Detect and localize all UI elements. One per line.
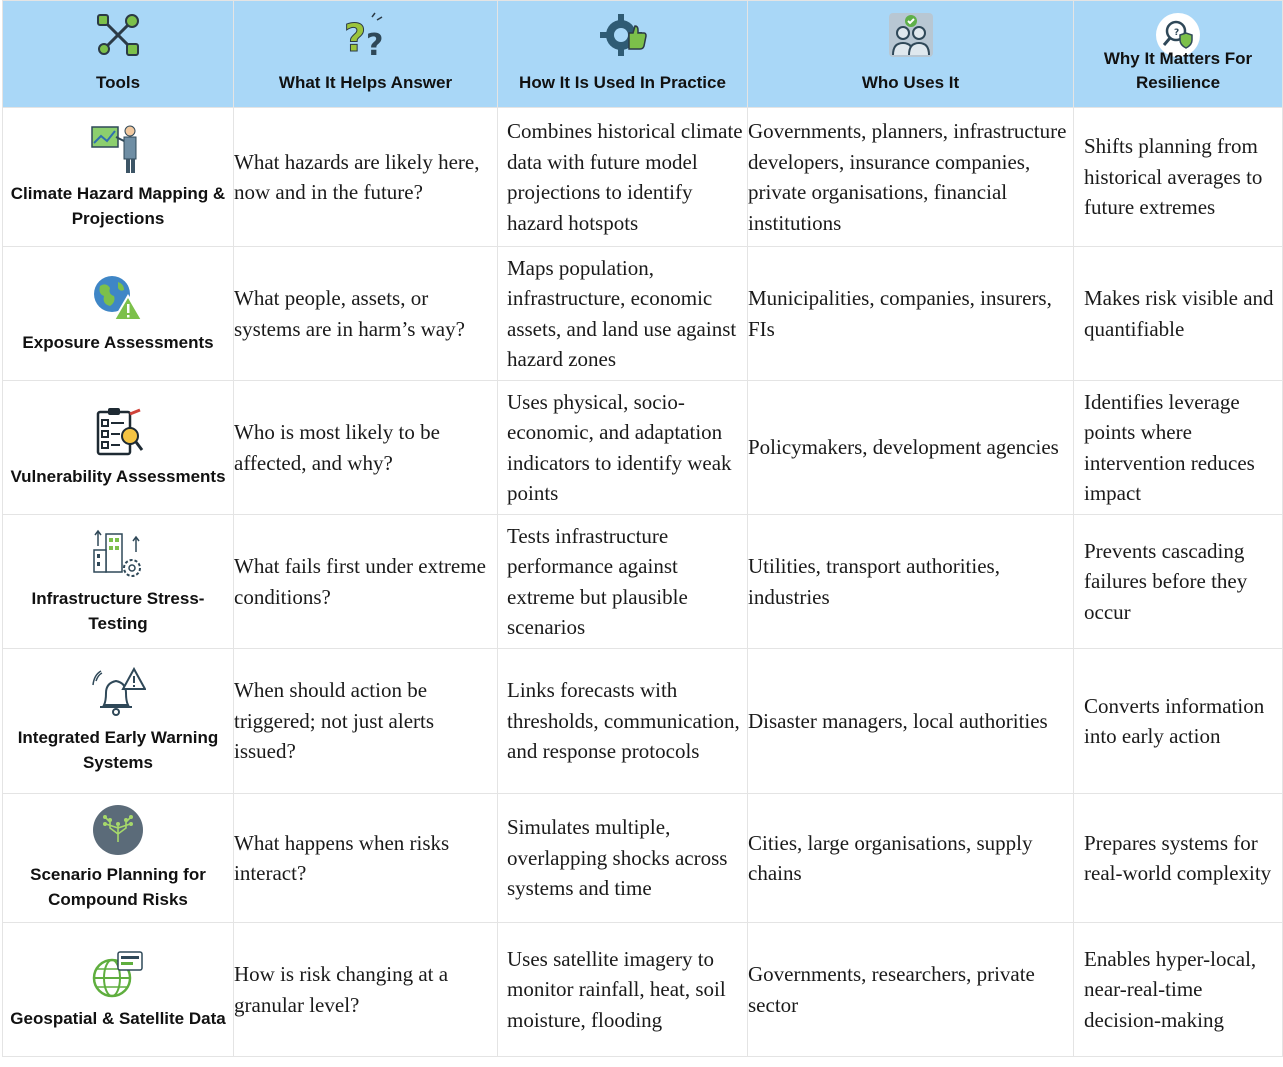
table-row — [3, 247, 1283, 381]
practice-cell: Links forecasts with thresholds, communication, and response protocols — [498, 649, 748, 794]
tool-label: Scenario Planning for Compound Risks — [30, 865, 206, 909]
why-cell: Prevents cascading failures before they occur — [1074, 515, 1283, 649]
table-row — [3, 108, 1283, 247]
question-marks-icon — [342, 11, 390, 59]
users-cell: Policymakers, development agencies — [748, 381, 1074, 515]
header-tools-label: Tools — [95, 73, 141, 92]
globe-warning-icon — [90, 272, 146, 324]
header-why — [1074, 1, 1283, 108]
users-cell: Cities, large organisations, supply chains — [748, 794, 1074, 923]
satellite-globe-icon — [90, 948, 146, 1000]
question-cell: Who is most likely to be affected, and why? — [234, 381, 498, 515]
table-row — [3, 923, 1283, 1057]
practice-cell: Simulates multiple, overlapping shocks across systems and time — [498, 794, 748, 923]
alarm-bell-icon — [90, 667, 146, 719]
users-cell: Municipalities, companies, insurers, FIs — [748, 247, 1074, 381]
why-cell: Enables hyper-local, near-real-time decision-making — [1074, 923, 1283, 1057]
practice-cell: Maps population, infrastructure, economic assets, and land use against hazard zones — [498, 247, 748, 381]
tool-label: Geospatial & Satellite Data — [10, 1009, 226, 1028]
header-question — [234, 1, 498, 108]
tool-cell — [3, 247, 234, 381]
question-cell: What people, assets, or systems are in harm’s way? — [234, 247, 498, 381]
tool-label: Infrastructure Stress-Testing — [31, 588, 205, 633]
resilience-tools-table — [2, 0, 1283, 1057]
header-users-label: Who Uses It — [861, 73, 960, 92]
table-row — [3, 649, 1283, 794]
why-cell: Makes risk visible and quantifiable — [1074, 247, 1283, 381]
header-tools — [3, 1, 234, 108]
header-question-label: What It Helps Answer — [278, 73, 453, 92]
practice-cell: Uses physical, socio-economic, and adaptation indicators to identify weak points — [498, 381, 748, 515]
why-cell: Prepares systems for real-world complexity — [1074, 794, 1283, 923]
network-circle-icon — [90, 804, 146, 856]
header-practice-label: How It Is Used In Practice — [519, 73, 726, 92]
users-cell: Governments, planners, infrastructure developers, insurance companies, private organisations, financial institutions — [748, 108, 1074, 247]
users-cell: Disaster managers, local authorities — [748, 649, 1074, 794]
header-why-label: Why It Matters For Resilience — [1103, 49, 1253, 92]
practice-cell: Tests infrastructure performance against extreme but plausible scenarios — [498, 515, 748, 649]
table-row — [3, 381, 1283, 515]
question-cell: What happens when risks interact? — [234, 794, 498, 923]
practice-cell: Uses satellite imagery to monitor rainfall, heat, soil moisture, flooding — [498, 923, 748, 1057]
presenter-map-icon — [90, 123, 146, 175]
tool-label: Exposure Assessments — [22, 333, 214, 352]
header-users — [748, 1, 1074, 108]
why-cell: Shifts planning from historical averages to future extremes — [1074, 108, 1283, 247]
clipboard-checklist-icon — [90, 406, 146, 458]
tools-icon — [94, 11, 142, 59]
svg-text:?: ? — [1174, 28, 1180, 38]
gear-thumbs-up-icon — [599, 11, 647, 59]
header-row — [3, 1, 1283, 108]
team-icon — [887, 11, 935, 59]
header-practice — [498, 1, 748, 108]
question-cell: How is risk changing at a granular level? — [234, 923, 498, 1057]
why-cell: Identifies leverage points where intervention reduces impact — [1074, 381, 1283, 515]
tool-cell — [3, 649, 234, 794]
tool-cell — [3, 515, 234, 649]
svg-text:?: ? — [365, 28, 383, 59]
table-row — [3, 515, 1283, 649]
practice-cell: Combines historical climate data with future model projections to identify hazard hotspots — [498, 108, 748, 247]
users-cell: Governments, researchers, private sector — [748, 923, 1074, 1057]
buildings-gear-icon — [90, 528, 146, 580]
tool-label: Climate Hazard Mapping & Projections — [10, 184, 226, 228]
table-row — [3, 794, 1283, 923]
tool-label: Integrated Early Warning Systems — [17, 728, 219, 772]
question-cell: When should action be triggered; not just alerts issued? — [234, 649, 498, 794]
tool-label: Vulnerability Assessments — [10, 467, 226, 486]
question-cell: What fails first under extreme conditions? — [234, 515, 498, 649]
why-cell: Converts information into early action — [1074, 649, 1283, 794]
tool-cell — [3, 794, 234, 923]
tool-cell — [3, 381, 234, 515]
question-cell: What hazards are likely here, now and in the future? — [234, 108, 498, 247]
tool-cell — [3, 108, 234, 247]
users-cell: Utilities, transport authorities, industries — [748, 515, 1074, 649]
tool-cell — [3, 923, 234, 1057]
svg-text:?: ? — [343, 16, 366, 59]
